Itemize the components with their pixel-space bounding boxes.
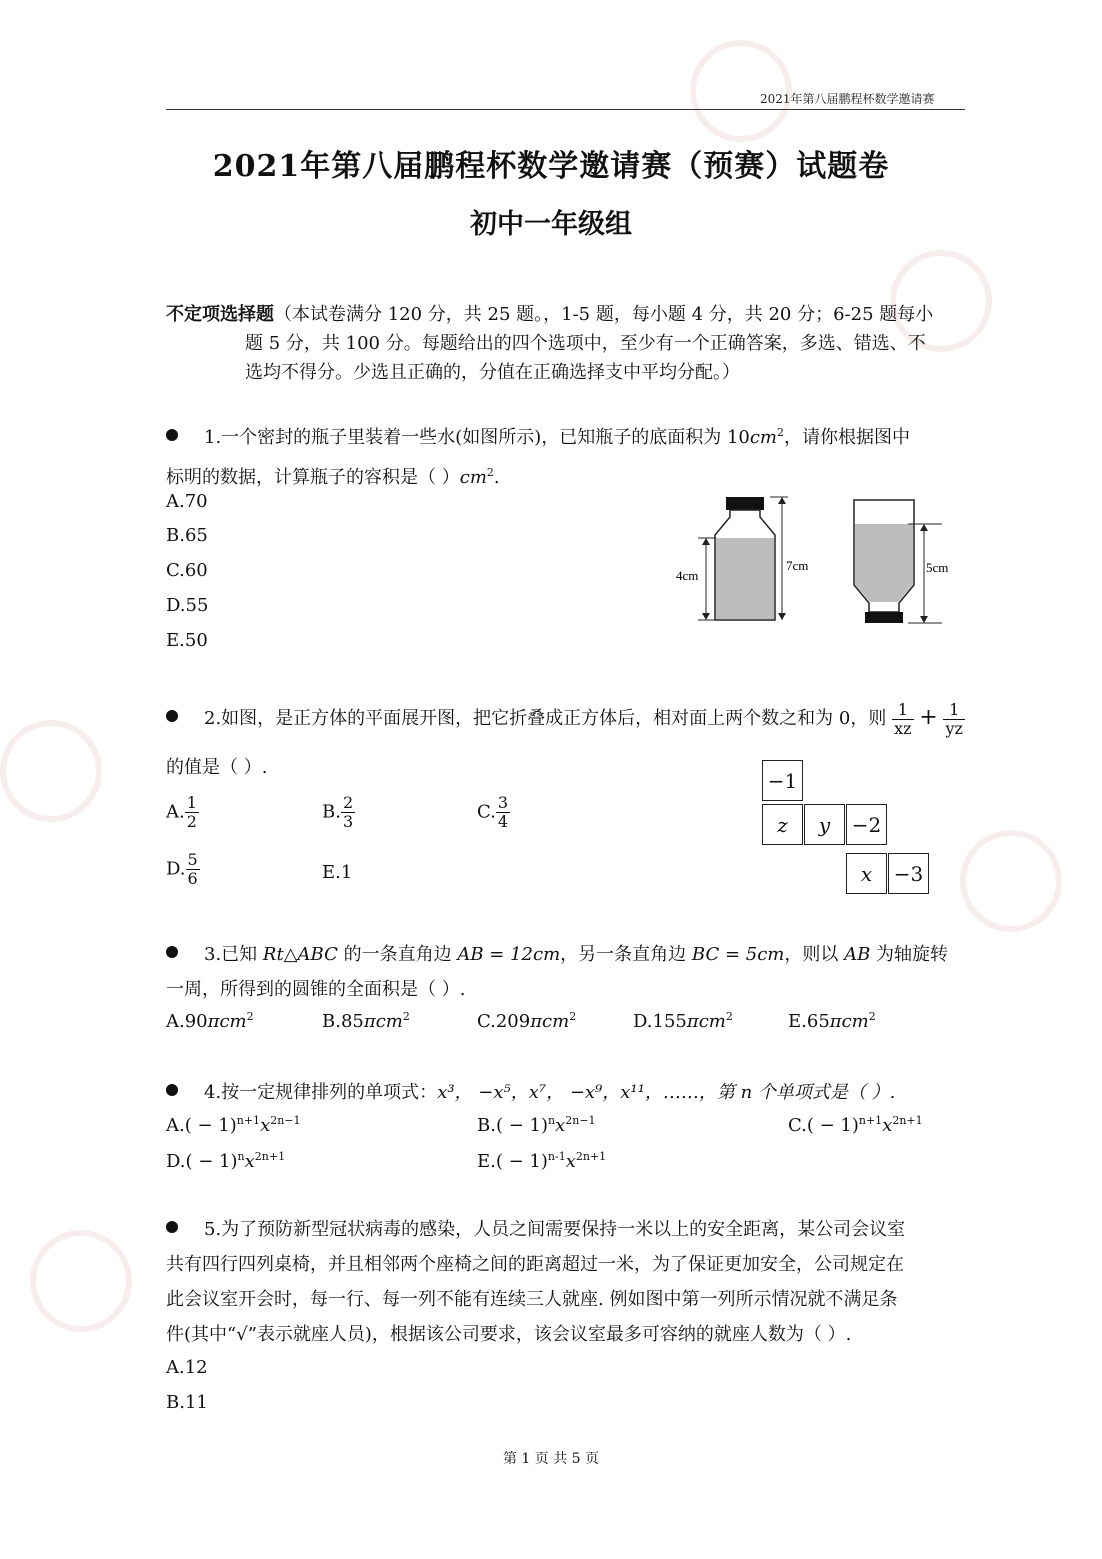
q1-text-b: ，请你根据图中 xyxy=(784,427,910,448)
q4-option-c[interactable] xyxy=(788,1114,923,1136)
opt-label: D.155 xyxy=(633,1011,687,1032)
arrow-up-icon xyxy=(920,524,928,531)
q3-option-c[interactable] xyxy=(477,1010,576,1032)
opt-exp: 2n+1 xyxy=(575,1150,607,1163)
cube-face: −2 xyxy=(846,804,887,845)
opt-label: B.( − 1) xyxy=(477,1115,548,1136)
opt-label: A.90 xyxy=(166,1011,208,1032)
opt-exp: n xyxy=(547,1114,556,1127)
cube-face: z xyxy=(762,804,803,845)
q1-unit-2: cm xyxy=(459,467,487,488)
q2-option-e[interactable]: E.1 xyxy=(322,862,353,883)
page-title: 2021年第八届鹏程杯数学邀请赛（预赛）试题卷 xyxy=(212,149,890,184)
opt-exp: n xyxy=(237,1150,245,1163)
cube-face: x xyxy=(846,853,887,894)
q4-option-d[interactable] xyxy=(166,1150,285,1172)
q4-text: 4.按一定规律排列的单项式： xyxy=(204,1082,438,1103)
q3-option-d[interactable] xyxy=(633,1010,733,1032)
q1-period: . xyxy=(493,467,500,488)
opt-exp: 2n−1 xyxy=(270,1114,301,1127)
opt-var: x xyxy=(555,1115,566,1136)
q3-text: ，另一条直角边 xyxy=(560,944,692,965)
q4-option-e[interactable] xyxy=(477,1150,606,1172)
opt-label: D. xyxy=(166,858,186,880)
q3-rt: Rt xyxy=(262,944,284,965)
water-fill xyxy=(716,538,774,619)
q5-option-a[interactable]: A.12 xyxy=(166,1357,208,1378)
arrow-down-icon xyxy=(702,613,710,620)
opt-exp: 2 xyxy=(725,1010,733,1023)
fraction xyxy=(186,851,200,888)
q2-option-c[interactable] xyxy=(477,794,510,831)
page-subtitle: 初中一年级组 xyxy=(470,209,632,240)
arrow-down-icon xyxy=(920,616,928,623)
fraction-1-over-yz xyxy=(943,701,964,738)
fraction xyxy=(185,794,199,831)
q3-text: 3.已知 xyxy=(204,944,263,965)
q1-text: 1.一个密封的瓶子里装着一些水(如图所示)，已知瓶子的底面积为 10 xyxy=(204,427,750,448)
running-header: 2021年第八届鹏程杯数学邀请赛 xyxy=(760,92,935,106)
question-1 xyxy=(166,415,966,495)
opt-exp: 2n+1 xyxy=(254,1150,286,1163)
q3-option-e[interactable] xyxy=(788,1010,876,1032)
opt-exp: 2 xyxy=(402,1010,410,1023)
question-5 xyxy=(166,1212,976,1352)
frac-den: 6 xyxy=(187,869,198,888)
bullet-icon xyxy=(166,1084,178,1096)
bottle-cap-inverted xyxy=(865,612,903,623)
water-fill-inverted xyxy=(855,524,913,602)
opt-var: x xyxy=(260,1115,271,1136)
opt-exp: n-1 xyxy=(547,1150,566,1163)
opt-unit: πcm xyxy=(207,1011,247,1032)
bullet-icon xyxy=(166,710,178,722)
q3-text: 为轴旋转 xyxy=(870,944,949,965)
arrow-up-icon xyxy=(702,538,710,545)
q3-ab-eq: AB = 12cm xyxy=(457,944,561,965)
q2-option-b[interactable] xyxy=(322,794,355,831)
opt-exp: n+1 xyxy=(236,1114,261,1127)
cube-face: y xyxy=(804,804,845,845)
frac-num: 1 xyxy=(186,793,197,812)
opt-label: A.( − 1) xyxy=(166,1115,237,1136)
question-4 xyxy=(166,1075,966,1110)
opt-exp: 2 xyxy=(246,1010,254,1023)
opt-var: x xyxy=(882,1115,893,1136)
page-footer: 第 1 页 共 5 页 xyxy=(502,1451,600,1467)
opt-label: B.85 xyxy=(322,1011,364,1032)
q3-line-2: 一周，所得到的圆锥的全面积是（ ）. xyxy=(166,979,466,1000)
opt-exp: 2 xyxy=(569,1010,577,1023)
opt-unit: πcm xyxy=(686,1011,726,1032)
opt-exp: n+1 xyxy=(858,1114,883,1127)
opt-unit: πcm xyxy=(363,1011,403,1032)
frac-num: 2 xyxy=(342,793,354,812)
header-divider xyxy=(166,109,965,110)
cube-face: −1 xyxy=(762,760,803,801)
frac-num: 3 xyxy=(497,793,509,812)
label-7cm: 7cm xyxy=(786,558,809,573)
opt-var: x xyxy=(565,1151,576,1172)
bottle-cap xyxy=(726,497,764,510)
q1-option-d[interactable]: D.55 xyxy=(166,595,209,616)
triangle-symbol: △ xyxy=(283,944,298,965)
instructions-label: 不定项选择题 xyxy=(166,304,274,325)
q4-option-a[interactable] xyxy=(166,1114,301,1136)
opt-unit: πcm xyxy=(829,1011,869,1032)
q3-text: 的一条直角边 xyxy=(337,944,458,965)
fraction-1-over-xz xyxy=(892,701,913,738)
opt-label: C.209 xyxy=(477,1011,531,1032)
opt-label: E.( − 1) xyxy=(477,1151,548,1172)
q1-option-c[interactable]: C.60 xyxy=(166,560,208,581)
q4-option-b[interactable] xyxy=(477,1114,596,1136)
opt-label: B. xyxy=(322,801,341,823)
fraction xyxy=(341,794,355,831)
bullet-icon xyxy=(166,946,178,958)
opt-exp: 2 xyxy=(868,1010,876,1023)
q1-exp: 2 xyxy=(777,426,784,439)
watermark-logo xyxy=(30,1230,132,1332)
instructions xyxy=(166,300,966,387)
watermark-logo xyxy=(0,720,102,822)
q1-option-e[interactable]: E.50 xyxy=(166,630,208,651)
cube-face: −3 xyxy=(888,853,929,894)
instructions-line-2: 题 5 分，共 100 分。每题给出的四个选项中，至少有一个正确答案，多选、错选、不 xyxy=(245,333,926,354)
frac-num: 1 xyxy=(892,701,913,720)
q3-option-a[interactable] xyxy=(166,1010,254,1032)
opt-var: x xyxy=(244,1151,255,1172)
frac-den: yz xyxy=(945,718,963,738)
instructions-line-1: （本试卷满分 120 分，共 25 题。，1-5 题，每小题 4 分，共 20 分；6-25 题每小 xyxy=(274,304,934,325)
question-2 xyxy=(166,700,966,738)
q5-option-b[interactable]: B.11 xyxy=(166,1392,208,1413)
q5-line-4: 件(其中“√”表示就座人员)，根据该公司要求，该会议室最多可容纳的就座人数为（ ）. xyxy=(166,1324,852,1345)
frac-den: 2 xyxy=(186,812,197,831)
q2-text: 2.如图，是正方体的平面展开图，把它折叠成正方体后，相对面上两个数之和为 0，则 xyxy=(204,708,887,729)
cube-net-figure xyxy=(762,760,932,895)
instructions-line-3: 选均不得分。少选且正确的，分值在正确选择支中平均分配。） xyxy=(245,362,740,383)
label-4cm: 4cm xyxy=(676,568,699,583)
opt-label: D.( − 1) xyxy=(166,1151,238,1172)
q2-option-d[interactable] xyxy=(166,851,200,888)
q5-line-2: 共有四行四列桌椅，并且相邻两个座椅之间的距离超过一米，为了保证更加安全，公司规定在 xyxy=(166,1254,904,1275)
opt-exp: 2n−1 xyxy=(565,1114,596,1127)
frac-num: 1 xyxy=(943,701,964,720)
opt-label: C. xyxy=(477,801,496,823)
q3-ab: AB xyxy=(844,944,871,965)
bullet-icon xyxy=(166,1221,178,1233)
q1-option-a[interactable]: A.70 xyxy=(166,491,208,512)
frac-den: 3 xyxy=(342,812,354,831)
watermark-logo xyxy=(960,830,1062,932)
q1-text-line2: 标明的数据，计算瓶子的容积是（ ） xyxy=(166,467,460,488)
q1-exp-2: 2 xyxy=(486,466,494,479)
opt-unit: πcm xyxy=(530,1011,570,1032)
q3-abc: ABC xyxy=(297,944,338,965)
arrow-down-icon xyxy=(778,613,786,620)
q1-unit: cm xyxy=(749,427,777,448)
q2-option-a[interactable] xyxy=(166,794,199,831)
bottle-figure xyxy=(670,490,970,630)
q3-option-b[interactable] xyxy=(322,1010,410,1032)
frac-den: 4 xyxy=(497,812,509,831)
plus-sign: + xyxy=(919,705,938,730)
question-3 xyxy=(166,937,966,1007)
fraction xyxy=(496,794,510,831)
bullet-icon xyxy=(166,429,178,441)
opt-label: A. xyxy=(166,801,185,823)
opt-label: C.( − 1) xyxy=(788,1115,859,1136)
label-5cm: 5cm xyxy=(926,560,949,575)
q4-series: x³， −x⁵，x⁷， −x⁹，x¹¹，……，第 n 个单项式是（ ）. xyxy=(437,1082,896,1103)
arrow-up-icon xyxy=(778,497,786,504)
q2-line-2: 的值是（ ）. xyxy=(166,757,268,778)
q1-option-b[interactable]: B.65 xyxy=(166,525,208,546)
q3-text: ，则以 xyxy=(784,944,845,965)
q5-line-3: 此会议室开会时，每一行、每一列不能有连续三人就座. 例如图中第一列所示情况就不满足条 xyxy=(166,1289,898,1310)
opt-exp: 2n+1 xyxy=(892,1114,923,1127)
opt-label: E.65 xyxy=(788,1011,830,1032)
q5-line-1: 5.为了预防新型冠状病毒的感染，人员之间需要保持一米以上的安全距离，某公司会议室 xyxy=(204,1219,906,1240)
frac-num: 5 xyxy=(187,850,198,869)
q3-bc-eq: BC = 5cm xyxy=(691,944,785,965)
frac-den: xz xyxy=(894,718,912,738)
